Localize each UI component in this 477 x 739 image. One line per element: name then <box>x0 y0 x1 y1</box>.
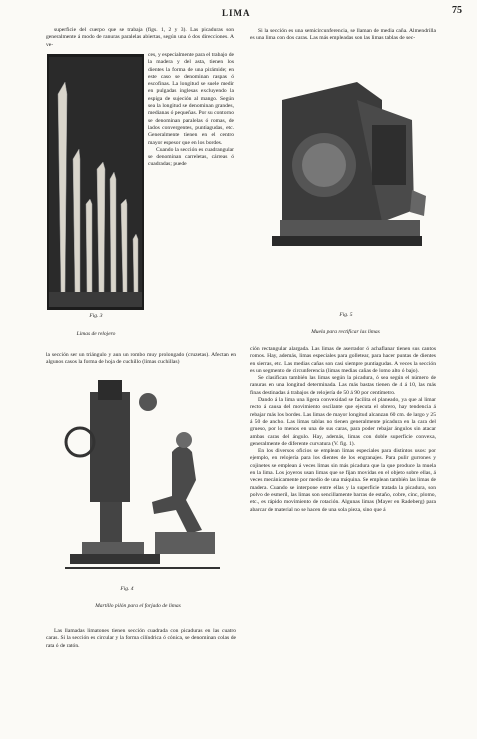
right-paragraph-3: Dando á la lima una ligera convexidad se facilita el planeado, ya que al limar recto á causa del movimiento oscilante que ejecuta el obrero, hay tendencia á rebajar más los bordes. Las limas de mayor longitud alcanzan 60 cm. de largo y 25 á 50 de ancho. Las limas tablas no tienen generalmente picadura en la cara del grueso, por lo menos en una de sus caras, para poder rebajar ángulos sin atacar ambas caras del ángulo. Hay, además, limas con doble superficie convexa, generalmente de diferente curvatura (V. fig. 1). <box>250 397 436 447</box>
right-paragraph-4: En los diversos oficios se emplean limas especiales para distintos usos: por ejemplo, en relojería para los dientes de los engranajes. Para pulir gurrones y cojinetes se emplean á veces limas sin más picadura que la que produce la muela en la lima. Los joyeros usan limas que se fijan movidas en el objeto sobre ellas, á veces mecánicamente por medio de una máquina. Se emplean también las limas de madera. Cuando se interpone entre ellas y la superficie tratada la picadura, son polvo de esmeril, las limas son sencillamente barras de estaño, cobre, cinc, plomo, etc., es rápido movimiento de rotación. Algunas limas (Mayer en Radeberg) para abarcar de material no se hacen de una sola pieza, sino que á <box>250 448 436 513</box>
left-side-text <box>148 52 234 169</box>
bottom-text: Las llamadas limatones tienen sección cuadrada con picaduras en las cuatro caras. Si la sección es circular y la forma cilíndrica ó cónica, se denominan colas de rata ó de ratón. <box>46 628 236 649</box>
left-intro-paragraph <box>46 27 234 49</box>
intro-text: superficie del cuerpo que se trabaja (figs. 1, 2 y 3). Las picaduras son generalmente á modo de ranuras paralelas abiertas, según una ó dos direcciones. A ve- <box>46 27 234 48</box>
right-main-text <box>250 346 436 514</box>
figure-5-label: Fig. 5 <box>339 312 353 318</box>
figure-4-power-hammer-image <box>60 372 222 584</box>
continuation-text: la sección ser un triángulo y aun un rombo muy prolongado (cruzetas). Afectan en algunos casos la forma de hoja de cuchillo (limas cuchillas) <box>46 352 236 366</box>
figure-4-caption: Martillo pilón para el forjado de limas <box>95 603 181 609</box>
figure-4-label: Fig. 4 <box>120 586 134 592</box>
right-paragraph-1: ción rectangular alargada. Las limas de aserrador ó achaflanar tienen sus cantos romos. Hay, además, limas especiales para golletear, para hacer puntas de dientes en sierras, etc. Las medias cañas son casi siempre puntiagudas. A veces la sección es un segmento de circunferencia (limas medias cañas de lomo alto ó bajo). <box>250 346 436 374</box>
right-top-paragraph <box>250 28 436 43</box>
left-continuation <box>46 352 236 367</box>
figure-3-caption: Limas de relojero <box>76 331 116 337</box>
left-bottom-paragraph <box>46 628 236 650</box>
figure-5-grinding-machine-image <box>262 60 430 266</box>
figure-5-caption: Muela para rectificar las limas <box>311 329 380 335</box>
right-paragraph-2: Se clasifican también las limas según la picadura, ó sea según el número de ranuras en una longitud determinada. Las más bastas tienen de 4 á 10, las más finas destinadas á trabajos de relojería de 50 á 90 por centímetro. <box>250 375 436 396</box>
side-text-2: Cuando la sección es cuadrangular se denominan carreletas, cárreas ó cuadradas; puede <box>148 146 234 168</box>
right-top-text: Si la sección es una semicircunferencia, se llaman de media caña. Almendrilla es una lima con dos caras. Las más empleadas son las limas tablas de sec- <box>250 28 436 42</box>
page-number: 75 <box>452 5 462 16</box>
figure-3-label: Fig. 3 <box>89 313 103 319</box>
side-text: ces, y especialmente para el trabajo de la madera y del asta, tienen los dientes la forma de una pirámide; en este caso se denominan raspas ó escofinas. La longitud se suele medir en pulgadas inglesas excluyendo la espiga de sujeción al mango. Según sea la longitud se denominan grandes, medianas ó pequeñas. Por su contorno se denominan paralelas ó romas, de lados convergentes, puntiagudas, etc. Generalmente tienen en el centro mayor espesor que en los bordes. <box>148 52 234 146</box>
figure-3-files-image <box>47 54 144 310</box>
running-header-title: LIMA <box>222 8 251 18</box>
